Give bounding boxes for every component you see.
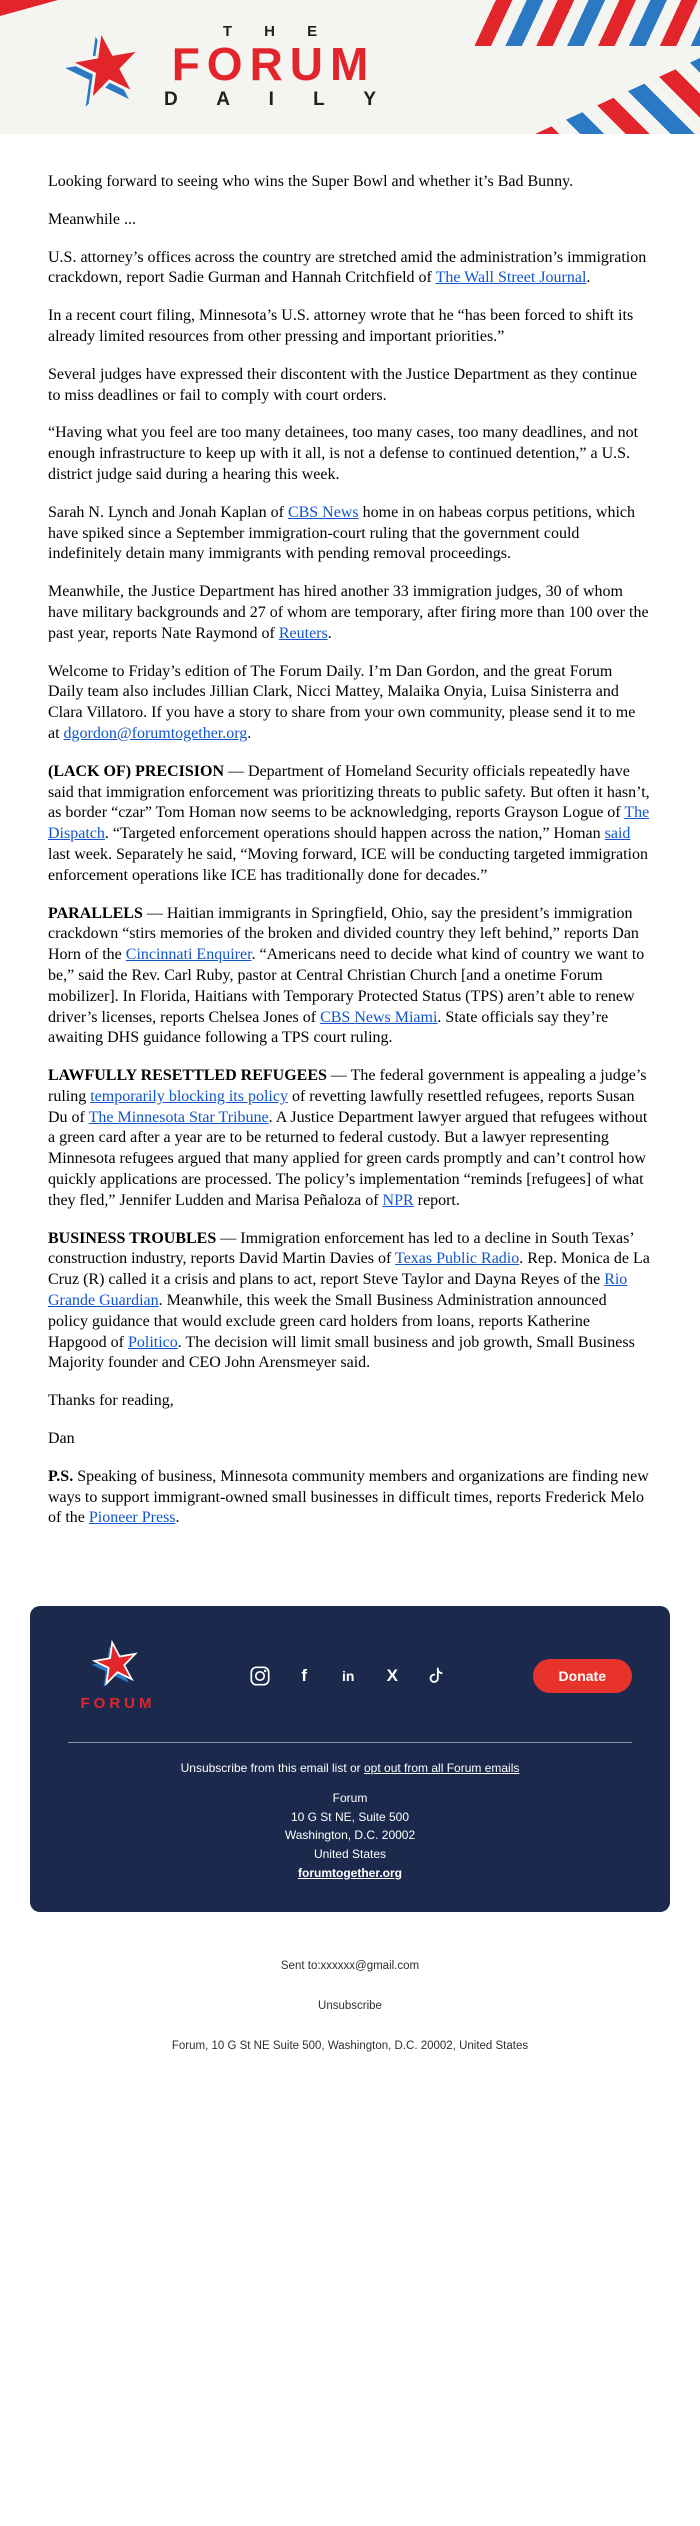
section-heading: BUSINESS TROUBLES	[48, 1229, 217, 1247]
body-paragraph	[48, 662, 650, 745]
section-heading: (LACK OF) PRECISION	[48, 762, 225, 780]
service-address-line: Forum, 10 G St NE Suite 500, Washington, D.C. 20002, United States	[171, 2040, 529, 2053]
logo-wordmark	[164, 23, 394, 110]
body-text: . “Americans need to decide what kind of country we want to be,” said the Rev. Carl Ruby, pastor at Central Christian Church [and a onetime Forum mobilizer]. In Florida, Haitians with Temporary Protected Status (TPS) aren’t able to renew driver’s licenses, reports Chelsea Jones of	[48, 946, 645, 1026]
footer-logo-wordmark: FORUM	[80, 1695, 156, 1713]
body-text: report.	[413, 1191, 460, 1209]
body-text: Welcome to Friday’s edition of The Forum Daily. I’m Dan Gordon, and the great Forum Daily team also includes Jillian Clark, Nicci Mattey, Malaika Onyia, Luisa Sinisterra and Clara Villatoro. If you have a story to share from your own community, please send it to me at	[48, 662, 636, 742]
body-paragraph	[48, 904, 650, 1050]
inline-link[interactable]: CBS News	[287, 503, 359, 521]
logo-daily: D A I L Y	[164, 88, 394, 110]
body-text: Several judges have expressed their discontent with the Justice Department as they continue to miss deadlines or fail to comply with court orders.	[48, 365, 638, 404]
body-paragraph	[48, 582, 650, 644]
inline-link[interactable]: The Minnesota Star Tribune	[88, 1108, 269, 1126]
inline-link[interactable]: Texas Public Radio	[395, 1250, 520, 1268]
facebook-icon[interactable]: f	[301, 1666, 308, 1686]
inline-link[interactable]: dgordon@forumtogether.org	[63, 724, 248, 742]
footer-forum-logo	[68, 1640, 164, 1712]
body-paragraph	[48, 1467, 650, 1529]
body-text: .	[175, 1509, 180, 1527]
newsletter-footer	[30, 1606, 670, 1912]
inline-link[interactable]: The Dispatch	[48, 804, 650, 843]
body-paragraph	[48, 503, 650, 565]
inline-link[interactable]: Reuters	[278, 624, 328, 642]
article-body	[0, 134, 700, 1550]
body-text: “Having what you feel are too many detainees, too many cases, too many deadlines, and not enough infrastructure to keep up with it all, is not a defense to continued detention,” a U.S. district judge said during a hearing this week.	[48, 424, 639, 483]
inline-link[interactable]: NPR	[382, 1191, 414, 1209]
footer-country: United States	[313, 1847, 387, 1862]
body-paragraph	[48, 248, 650, 290]
donate-button[interactable]: Donate	[533, 1659, 632, 1693]
newsletter-header	[0, 0, 700, 134]
sent-to-line: Sent to:xxxxxx@gmail.com	[280, 1960, 420, 1973]
body-text: .	[327, 624, 332, 642]
body-text: — The federal government is appealing a judge’s ruling	[48, 1067, 647, 1105]
body-text: — Haitian immigrants in Springfield, Ohio, say the president’s immigration crackdown “stirs memories of the broken and divided country they left behind,” reports Dan Horn of the	[48, 904, 639, 964]
body-text: . State officials say they’re awaiting DHS guidance following a TPS court ruling.	[48, 1008, 609, 1047]
footer-divider	[68, 1742, 632, 1743]
forum-daily-logo	[0, 0, 700, 134]
body-paragraph	[48, 365, 650, 407]
body-text: Speaking of business, Minnesota community members and organizations are finding new ways to support immigrant-owned small businesses in difficult times, reports Frederick Melo of the	[48, 1467, 649, 1527]
inline-link[interactable]: Rio Grande Guardian	[48, 1271, 628, 1310]
mail-service-footer	[0, 1912, 700, 2160]
body-text: U.S. attorney’s offices across the country are stretched amid the administration’s immigration crackdown, report Sadie Gurman and Hannah Critchfield of	[48, 248, 647, 287]
unsubscribe-prefix-text: Unsubscribe from this email list or	[180, 1761, 364, 1776]
body-text: . Meanwhile, this week the Small Business Administration announced policy guidance that would exclude green card holders from loans, reports Katherine Hapgood of	[48, 1292, 607, 1351]
body-text: Meanwhile ...	[48, 210, 136, 228]
footer-unsubscribe-line	[68, 1761, 632, 1775]
body-paragraph	[48, 1066, 650, 1212]
inline-link[interactable]: temporarily blocking its policy	[90, 1087, 288, 1105]
body-text: .	[586, 269, 591, 287]
body-text: Dan	[48, 1430, 75, 1448]
tiktok-icon[interactable]	[424, 1664, 448, 1688]
service-unsubscribe-link[interactable]: Unsubscribe	[318, 2000, 382, 2013]
body-text: . The decision will limit small business and job growth, Small Business Majority founder and CEO John Arensmeyer said.	[48, 1333, 635, 1372]
body-text: — Immigration enforcement has led to a decline in South Texas’ construction industry, reports David Martin Davies of	[48, 1229, 634, 1268]
logo-the: T H E	[222, 23, 332, 41]
body-text: home in on habeas corpus petitions, which have spiked since a September immigration-court ruling that the government could indefinitely detain many immigrants with pending removal proceedings.	[48, 503, 636, 563]
body-text: Looking forward to seeing who wins the Super Bowl and whether it’s Bad Bunny.	[48, 173, 574, 190]
opt-out-link[interactable]: opt out from all Forum emails	[364, 1761, 520, 1776]
footer-city: Washington, D.C. 20002	[284, 1828, 416, 1843]
body-text: . A Justice Department lawyer argued that refugees without a green card after a year are to be returned to federal custody. But a lawyer representing Minnesota refugees argued that many applied for green cards promptly and can’t control how quickly applications are processed. The policy’s implementation “reminds [refugees] of what they fled,” Jennifer Ludden and Marisa Peñaloza of	[48, 1108, 648, 1209]
x-icon[interactable]: X	[386, 1666, 398, 1686]
body-text: In a recent court filing, Minnesota’s U.S. attorney wrote that he “has been forced to shift its already limited resources from other pressing and important priorities.”	[48, 307, 634, 345]
body-text: . “Targeted enforcement operations should happen across the nation,” Homan	[104, 825, 605, 843]
inline-link[interactable]: Politico	[127, 1333, 178, 1351]
section-heading: P.S.	[48, 1467, 74, 1485]
instagram-icon[interactable]	[248, 1664, 272, 1688]
footer-top-row	[68, 1640, 632, 1712]
body-text: Sarah N. Lynch and Jonah Kaplan of	[48, 503, 288, 521]
section-heading: LAWFULLY RESETTLED REFUGEES	[48, 1067, 327, 1085]
body-paragraph	[48, 1391, 650, 1412]
logo-forum: FORUM	[171, 38, 376, 91]
body-text: Meanwhile, the Justice Department has hired another 33 immigration judges, 30 of whom have military backgrounds and 27 of whom are temporary, after firing more than 100 over the past year, reports Nate Raymond of	[48, 583, 649, 642]
social-icons-row	[248, 1664, 448, 1688]
inline-link[interactable]: said	[604, 825, 631, 843]
body-text: of revetting lawfully resettled refugees, reports Susan Du of	[48, 1087, 635, 1126]
inline-link[interactable]: Cincinnati Enquirer	[125, 946, 252, 964]
body-paragraph	[48, 306, 650, 348]
inline-link[interactable]: Pioneer Press	[88, 1509, 176, 1527]
body-paragraph	[48, 1429, 650, 1450]
website-link[interactable]: forumtogether.org	[298, 1865, 402, 1880]
body-text: .	[247, 724, 252, 742]
body-paragraph	[48, 172, 650, 193]
inline-link[interactable]: The Wall Street Journal	[435, 269, 587, 287]
footer-street: 10 G St NE, Suite 500	[290, 1809, 410, 1824]
body-text: last week. Separately he said, “Moving forward, ICE will be conducting targeted immigration enforcement operations like ICE has traditionally done for decades.”	[48, 845, 648, 884]
linkedin-icon[interactable]: in	[342, 1668, 355, 1685]
body-paragraph	[48, 423, 650, 485]
footer-star-logo-icon	[92, 1640, 140, 1688]
body-text: . Rep. Monica de La Cruz (R) called it a crisis and plans to act, report Steve Taylor and Dayna Reyes of the	[48, 1250, 650, 1289]
body-paragraph	[48, 1229, 650, 1375]
body-paragraph	[48, 762, 650, 887]
footer-address-block	[68, 1789, 632, 1882]
body-text: — Department of Homeland Security officials repeatedly have said that immigration enforcement was prioritizing threats to public safety. But often it hasn’t, as border “czar” Tom Homan now seems to be acknowledging, reports Grayson Logue of	[48, 762, 650, 822]
inline-link[interactable]: CBS News Miami	[320, 1008, 438, 1026]
section-heading: PARALLELS	[48, 904, 143, 922]
star-logo-icon	[66, 26, 148, 108]
body-text: Thanks for reading,	[48, 1392, 174, 1410]
footer-org-name: Forum	[332, 1791, 368, 1806]
body-paragraph	[48, 210, 650, 231]
